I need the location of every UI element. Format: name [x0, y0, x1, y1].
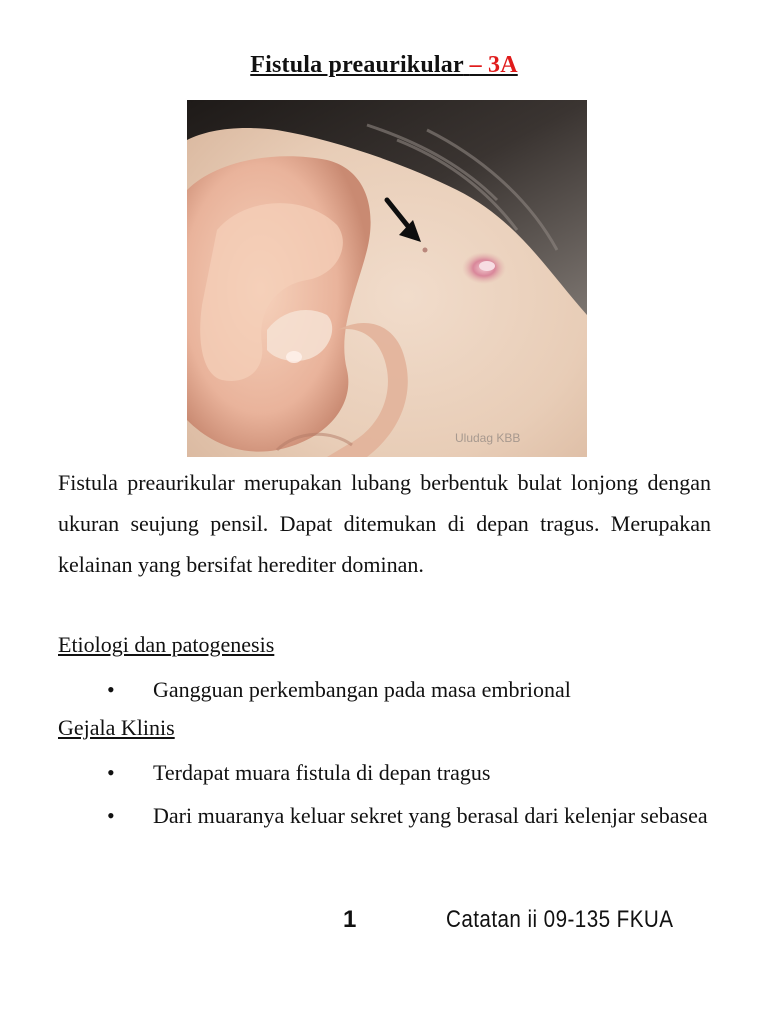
page-number: 1 — [343, 906, 357, 933]
list-item: Dari muaranya keluar sekret yang berasal dari kelenjar sebasea — [153, 803, 708, 828]
photo-watermark: Uludag KBB — [455, 431, 521, 445]
title-accent: – 3A — [469, 52, 518, 78]
bullet-icon: • — [107, 677, 115, 702]
title-main: Fistula preaurikular — [250, 52, 464, 78]
section-heading-symptoms: Gejala Klinis — [58, 715, 175, 740]
bullet-icon: • — [107, 803, 115, 828]
page-title — [0, 52, 768, 79]
ear-photo — [187, 100, 587, 457]
section-heading-etiology: Etiologi dan patogenesis — [58, 632, 275, 657]
intro-paragraph: Fistula preaurikular merupakan lubang berbentuk bulat lonjong dengan ukuran seujung pensil. Dapat ditemukan di depan tragus. Merupakan kelainan yang bersifat herediter dominan. — [58, 470, 711, 577]
list-item: Terdapat muara fistula di depan tragus — [153, 760, 491, 785]
footer-note: Catatan ii 09-135 FKUA — [446, 906, 674, 933]
bullet-icon: • — [107, 760, 115, 785]
list-item: Gangguan perkembangan pada masa embrional — [153, 677, 571, 702]
